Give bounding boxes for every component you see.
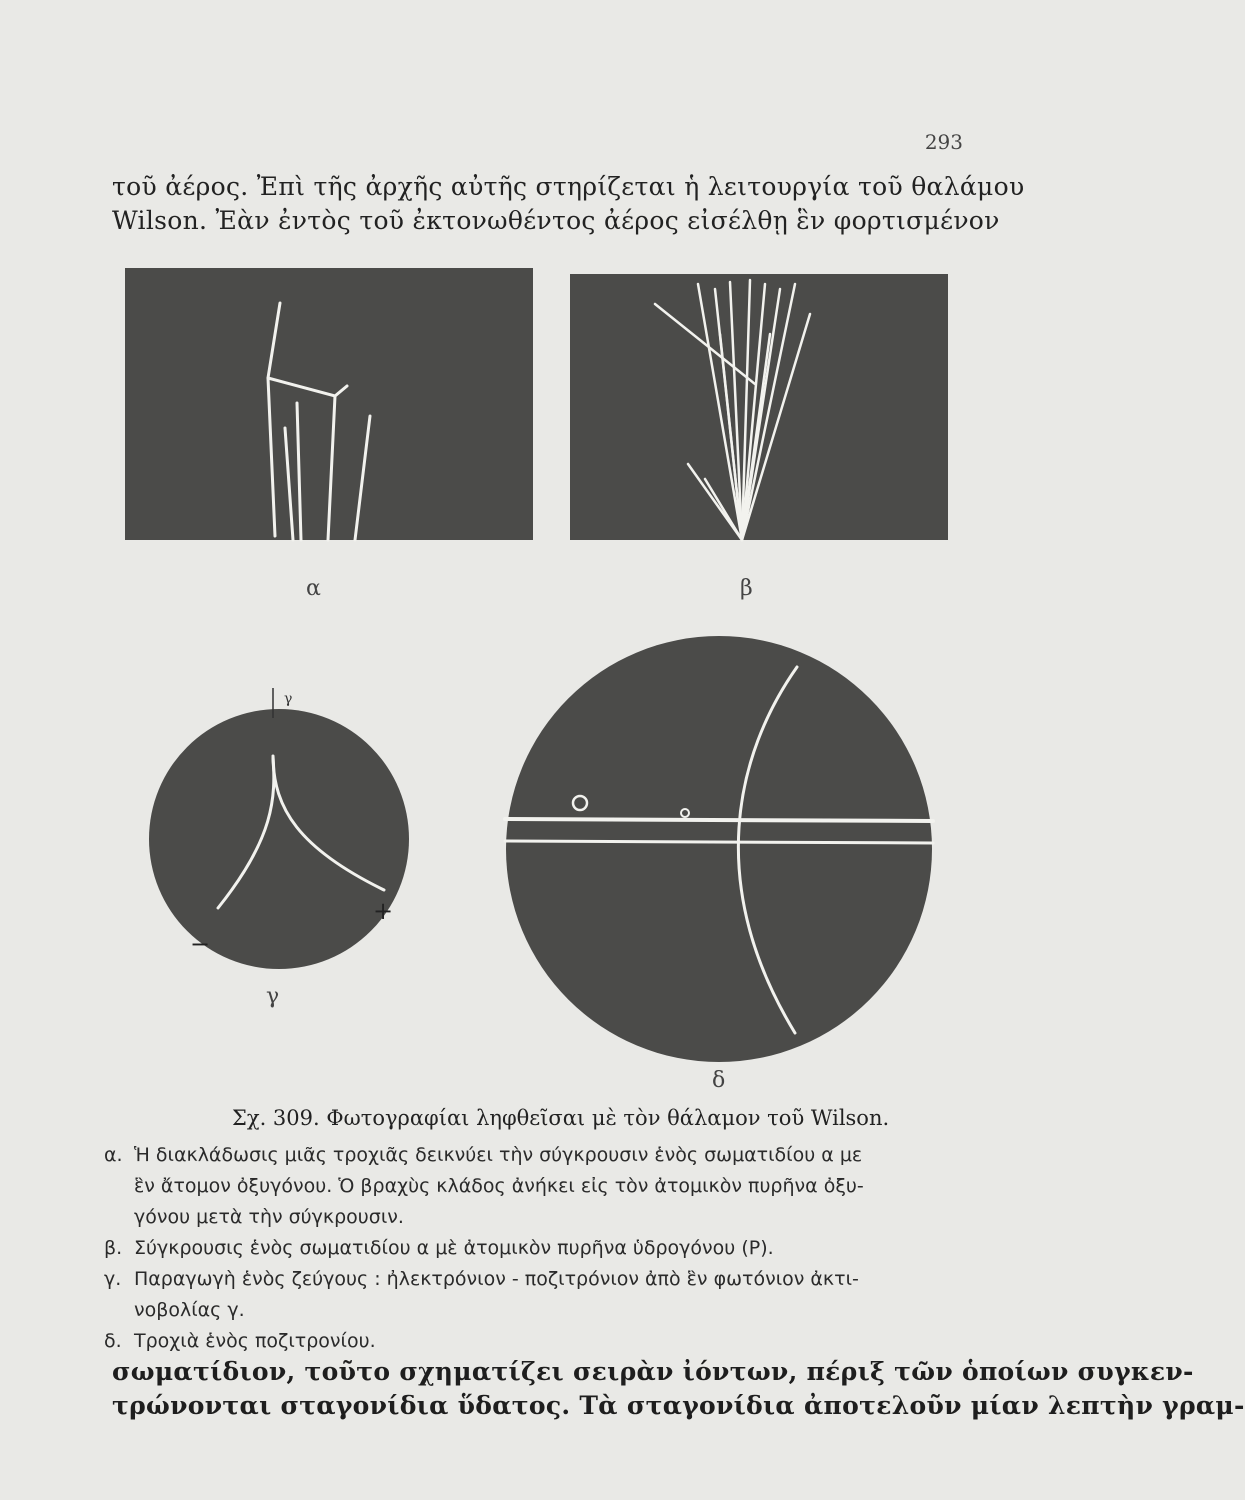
- caption-item: [104, 1326, 984, 1357]
- cloud-chamber-photo-alpha: [125, 268, 533, 540]
- caption-line: Τροχιὰ ἑνὸς ποζιτρονίου.: [134, 1330, 376, 1352]
- text-line: Wilson. Ἐὰν ἐντὸς τοῦ ἐκτονωθέντος ἀέρος εἰσέλθῃ ἓν φορτισμένον: [112, 206, 1000, 235]
- cloud-chamber-photo-beta: [570, 274, 948, 540]
- text-line: σωματίδιον, τοῦτο σχηματίζει σειρὰν ἰόντων, πέριξ τῶν ὁποίων συγκεν-: [112, 1357, 1194, 1386]
- text-line: τρώνονται σταγονίδια ὕδατος. Τὰ σταγονίδια ἀποτελοῦν μίαν λεπτὴν γραμ-: [112, 1391, 1245, 1420]
- delta-positron-graphic: [505, 635, 933, 1063]
- caption-letter: γ.: [104, 1268, 122, 1290]
- page-number: 293: [924, 130, 963, 154]
- caption-item: [104, 1140, 984, 1233]
- gamma-pair-graphic: [148, 691, 410, 970]
- caption-line: ἓν ἄτομον ὀξυγόνου. Ὁ βραχὺς κλάδος ἀνήκει εἰς τὸν ἀτομικὸν πυρῆνα ὀξυ-: [134, 1175, 864, 1197]
- caption-letter: β.: [104, 1237, 123, 1259]
- cloud-chamber-photo-delta: [505, 635, 933, 1063]
- cloud-chamber-photo-gamma: [148, 691, 410, 970]
- bottom-paragraph: [112, 1355, 1245, 1423]
- caption-item: [104, 1233, 984, 1264]
- caption-letter: α.: [104, 1144, 123, 1166]
- caption-line: νοβολίας γ.: [134, 1299, 245, 1321]
- text-line: τοῦ ἀέρος. Ἐπὶ τῆς ἀρχῆς αὐτῆς στηρίζεται ἡ λειτουργία τοῦ θαλάμου: [112, 172, 1025, 201]
- caption-line: Σύγκρουσις ἑνὸς σωματιδίου α μὲ ἀτομικὸν πυρῆνα ὑδρογόνου (Ρ).: [134, 1237, 774, 1259]
- caption-line: Παραγωγὴ ἑνὸς ζεύγους : ἠλεκτρόνιον - ποζιτρόνιον ἀπὸ ἓν φωτόνιον ἀκτι-: [134, 1268, 859, 1290]
- top-paragraph: [112, 170, 1025, 238]
- figure-caption-title: Σχ. 309. Φωτογραφίαι ληφθεῖσαι μὲ τὸν θάλαμον τοῦ Wilson.: [232, 1106, 890, 1130]
- positron-plus-mark: +: [373, 897, 394, 925]
- figure-label-gamma: γ: [266, 984, 280, 1009]
- caption-letter: δ.: [104, 1330, 122, 1352]
- figure-label-delta: δ: [712, 1068, 726, 1093]
- alpha-tracks-graphic: [125, 268, 533, 540]
- beta-tracks-graphic: [570, 274, 948, 540]
- figure-label-beta: β: [740, 576, 753, 601]
- caption-line: γόνου μετὰ τὴν σύγκρουσιν.: [134, 1206, 404, 1228]
- gamma-ray-mark: γ: [284, 691, 293, 707]
- electron-minus-mark: −: [190, 930, 211, 958]
- caption-line: Ἡ διακλάδωσις μιᾶς τροχιᾶς δεικνύει τὴν σύγκρουσιν ἑνὸς σωματιδίου α με: [134, 1144, 863, 1166]
- caption-item: [104, 1264, 984, 1326]
- figure-label-alpha: α: [306, 576, 321, 601]
- figure-caption-list: [104, 1140, 984, 1357]
